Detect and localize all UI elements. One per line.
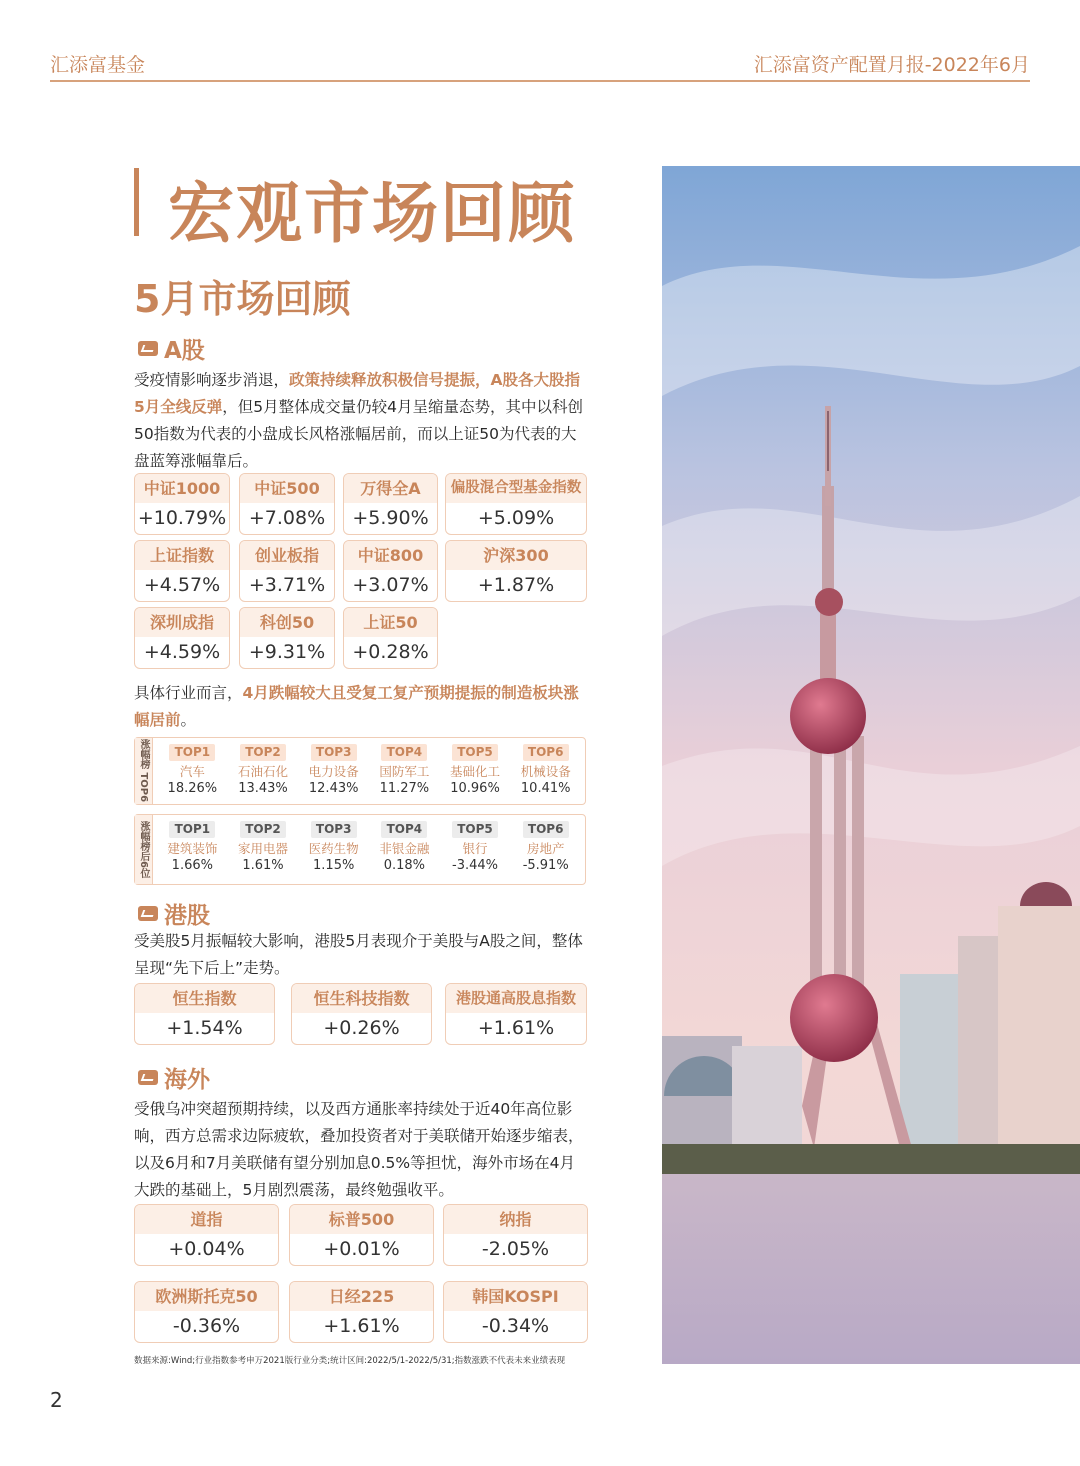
para-highlight: 政策持续释放积极信号提振，A股各大股指5月全线反弹 [134,371,581,416]
index-name: 中证1000 [135,474,229,503]
section-heading: 海外 [164,1067,210,1093]
industry-name: 建筑装饰 [167,841,218,856]
bottom6-table [134,814,586,885]
page-title: 宏观市场回顾 [168,175,576,252]
chart-monitor-icon [138,1070,158,1085]
para-text: 具体行业而言， [134,684,243,702]
index-name: 沪深300 [446,541,586,570]
index-name: 韩国KOSPI [444,1282,587,1311]
rank-column [510,738,581,804]
overseas-paragraph: 受俄乌冲突超预期持续，以及西方通胀率持续处于近40年高位影响，西方总需求边际疲软，叠加投资者对于美联储开始逐步缩表，以及6月和7月美联储有望分别加息0.5%等担忧，海外市场在4月大跌的基础上，5月剧烈震荡，最终勉强收平。 [134,1100,584,1199]
rank-tag: TOP6 [523,821,569,838]
index-name: 中证800 [344,541,437,570]
index-name: 上证指数 [135,541,229,570]
rank-column [228,815,299,884]
index-value: +7.08% [248,507,326,529]
rank-tag: TOP4 [381,744,427,761]
industry-name: 机械设备 [520,764,571,779]
rank-column [298,815,369,884]
index-name: 中证500 [240,474,334,503]
industry-name: 石油石化 [238,764,289,779]
para-highlight: 4月跌幅较大且受复工复产预期提振的制造板块涨幅居前 [134,684,579,729]
industry-name: 非银金融 [379,841,430,856]
index-value: +1.54% [166,1017,243,1039]
page-number: 2 [50,1388,63,1412]
index-value: +4.57% [143,574,221,596]
index-card [443,1204,588,1266]
industry-pct: 11.27% [379,781,430,796]
data-source-note: 数据来源:Wind;行业指数参考申万2021版行业分类;统计区间:2022/5/1-2022/5/31;指数涨跌不代表未来业绩表现 [134,1356,566,1366]
index-card [134,473,230,535]
index-card [239,607,335,669]
index-name: 创业板指 [240,541,334,570]
section-hk [138,897,210,930]
index-card [445,540,587,602]
index-card [343,607,438,669]
index-card [134,1281,279,1343]
index-card [134,983,275,1045]
rank-tag: TOP6 [523,744,569,761]
index-card [134,607,230,669]
industry-paragraph [134,680,590,734]
chart-monitor-icon [138,341,158,356]
rank-tag: TOP5 [452,821,498,838]
index-value: +0.04% [168,1238,245,1260]
index-name: 万得全A [344,474,437,503]
industry-name: 银行 [462,841,488,856]
industry-name: 家用电器 [238,841,289,856]
index-card [343,473,438,535]
index-card [134,1204,279,1266]
industry-name: 电力设备 [308,764,359,779]
index-name: 道指 [135,1205,278,1234]
rank-column [440,815,511,884]
rank-column [440,738,511,804]
page-header [50,50,1030,82]
index-name: 上证50 [344,608,437,637]
rank-tag: TOP5 [452,744,498,761]
index-value: +1.61% [323,1315,400,1337]
hk-paragraph: 受美股5月振幅较大影响，港股5月表现介于美股与A股之间，整体呈现“先下后上”走势。 [134,932,583,977]
index-name: 纳指 [444,1205,587,1234]
index-value: -2.05% [481,1238,550,1260]
top6-gainers-table [134,737,586,805]
industry-name: 医药生物 [308,841,359,856]
a-share-paragraph [134,367,590,475]
title-accent-bar [134,168,139,236]
industry-pct: -3.44% [452,858,499,873]
rank-column [157,815,228,884]
section-a-share [138,332,205,365]
index-value: +3.71% [248,574,326,596]
rank-tag: TOP2 [240,744,286,761]
index-card [445,983,587,1045]
industry-pct: 12.43% [308,781,359,796]
index-name: 恒生指数 [135,984,274,1013]
index-card [445,473,587,535]
index-value: -0.34% [481,1315,550,1337]
industry-pct: 1.15% [313,858,355,873]
index-value: +0.28% [352,641,429,663]
section-overseas [138,1061,210,1094]
section-heading: 港股 [164,903,210,929]
industry-pct: 10.96% [450,781,500,796]
industry-pct: 1.66% [171,858,213,873]
rank-column [298,738,369,804]
industry-pct: 10.41% [520,781,571,796]
index-value: +1.61% [477,1017,555,1039]
para-text: 。 [180,711,197,729]
para-text: ，但5月整体成交量仍较4月呈缩量态势，其中以科创50指数为代表的小盘成长风格涨幅居前，而以上证50为代表的大盘蓝筹涨幅靠后。 [134,398,584,470]
rank-tag: TOP4 [381,821,427,838]
industry-name: 汽车 [179,764,205,779]
industry-name: 国防军工 [379,764,430,779]
para-text: 受疫情影响逐步消退， [134,371,290,389]
index-value: +4.59% [143,641,221,663]
index-value: -0.36% [172,1315,241,1337]
rank-tag: TOP3 [311,744,357,761]
report-title: 汇添富资产配置月报-2022年6月 [753,54,1030,76]
industry-name: 基础化工 [450,764,501,779]
index-name: 恒生科技指数 [292,984,431,1013]
brand-name: 汇添富基金 [50,54,146,76]
index-card [134,540,230,602]
index-card [443,1281,588,1343]
index-name: 偏股混合型基金指数 [446,474,586,503]
index-name: 港股通高股息指数 [446,984,586,1013]
shanghai-skyline-photo [662,166,1080,1364]
index-name: 日经225 [290,1282,433,1311]
index-value: +3.07% [352,574,429,596]
rank-column [510,815,581,884]
rank-column [228,738,299,804]
index-card [239,540,335,602]
index-card [239,473,335,535]
index-name: 欧洲斯托克50 [135,1282,278,1311]
index-name: 标普500 [290,1205,433,1234]
rank-column [157,738,228,804]
index-value: +10.79% [137,507,227,529]
industry-pct: 0.18% [383,858,425,873]
index-name: 科创50 [240,608,334,637]
industry-name: 房地产 [526,841,565,856]
page-subtitle: 5月市场回顾 [134,277,351,321]
table-side-label: 涨幅榜后6位 [135,815,153,884]
industry-pct: 1.61% [242,858,284,873]
rank-tag: TOP3 [311,821,357,838]
chart-monitor-icon [138,906,158,921]
rank-tag: TOP1 [169,744,215,761]
industry-pct: 18.26% [167,781,218,796]
index-card [289,1204,434,1266]
index-value: +9.31% [248,641,326,663]
index-value: +5.90% [352,507,429,529]
index-name: 深圳成指 [135,608,229,637]
index-value: +0.26% [323,1017,400,1039]
section-heading: A股 [164,338,205,364]
rank-column [369,815,440,884]
index-card [343,540,438,602]
index-value: +0.01% [323,1238,400,1260]
index-value: +5.09% [477,507,555,529]
index-card [289,1281,434,1343]
industry-pct: 13.43% [238,781,288,796]
industry-pct: -5.91% [522,858,569,873]
rank-column [369,738,440,804]
rank-tag: TOP2 [240,821,286,838]
index-value: +1.87% [477,574,555,596]
rank-tag: TOP1 [169,821,215,838]
index-card [291,983,432,1045]
table-side-label: 涨幅榜 TOP6 [135,738,153,804]
